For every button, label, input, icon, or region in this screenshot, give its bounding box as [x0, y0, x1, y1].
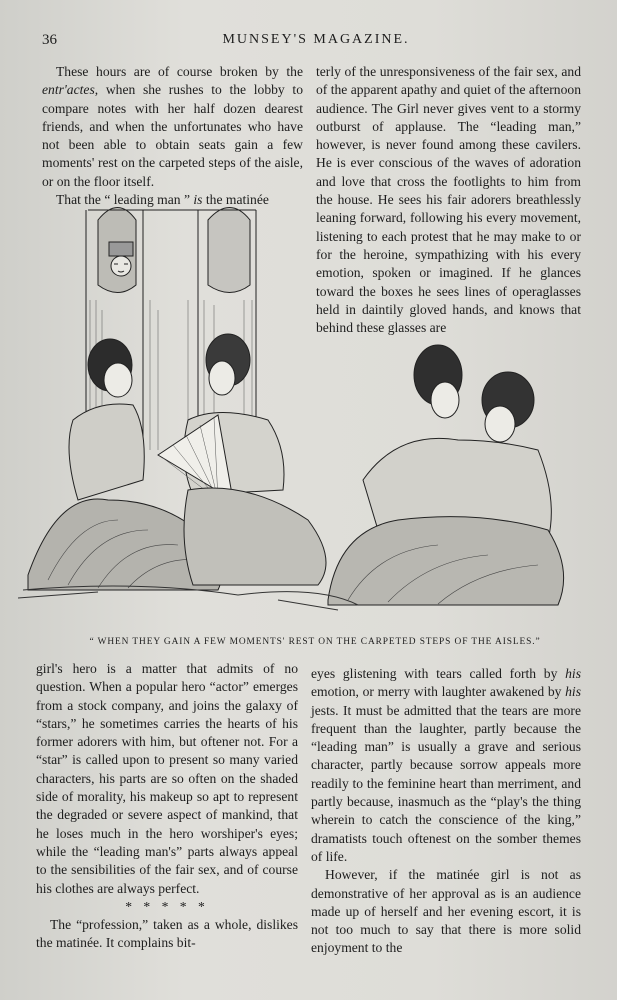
italic-text: entr'actes	[42, 82, 95, 98]
text-span: jests. It must be admitted that the tears are more frequent than the laughter, partly because the “leading man” is usually a grave and serious character, partly because sorrow appeals more readily to the feminine heart than merriment, and partly because, inasmuch as the “play's the thing wherein to catch the conscience of the king,” dramatists touch oftenest on the somber themes of life.	[311, 702, 581, 864]
paragraph: girl's hero is a matter that admits of no question. When a popular hero “actor” emerges from a stock company, and joins the galaxy of “stars,” he sometimes carries the hearts of his former adorers with him, but oftener not. For a “star” is called upon to present so many varied characters, his parts are so often on the shaded side of morality, his makeup so apt to represent the degraded or severe aspect of mankind, that he loses much in the hero worshiper's eyes; while the “leading man's” parts always appeal to the sensibilities of the fair sex, and of course his clothes are always perfect.	[36, 661, 298, 896]
running-title: MUNSEY'S MAGAZINE.	[222, 32, 410, 47]
page-header	[42, 32, 590, 52]
paragraph	[311, 665, 581, 866]
text-span: These hours are of course broken by the	[56, 64, 303, 79]
women-right-pair	[328, 345, 564, 605]
illustration-caption: “ WHEN THEY GAIN A FEW MOMENTS' REST ON THE CARPETED STEPS OF THE AISLES.”	[89, 637, 541, 647]
text-span: That the “ leading man ”	[56, 192, 194, 208]
page-number: 36	[42, 32, 57, 48]
italic-text: his	[565, 666, 581, 681]
paragraph: The “profession,” taken as a whole, dislikes the matinée. It complains bit-	[36, 917, 298, 951]
paragraph	[42, 63, 303, 191]
italic-text: his	[565, 684, 581, 700]
column-top-left	[42, 63, 303, 209]
column-bottom-right	[311, 665, 581, 958]
paragraph: However, if the matinée girl is not as demonstrative of her approval as is an audience made up of herself and her evening escort, it is not too much to say that there is more solid enjoyment to the	[311, 867, 581, 956]
text-span: , when she rushes to the lobby to compare notes with her half dozen dearest friends, and when the unfortunates who have not been able to obtain seats gain a few moments' rest on the carpeted steps of the aisle, or on the floor itself.	[42, 82, 303, 189]
column-bottom-left	[36, 660, 298, 953]
text-span: emotion, or merry with laughter awakened by	[311, 684, 566, 700]
text-span: the matinée	[202, 192, 269, 208]
text-span: eyes glistening with tears called forth by	[311, 666, 566, 681]
paragraph: terly of the unresponsiveness of the fair sex, and of the apparent apathy and quiet of the afternoon audience. The Girl never gives vent to a stormy outburst of applause. The “leading man,” however, is never found among these cavilers. He is ever conscious of the waves of adoration and love that cross the footlights to him from the house. He sees his fair adorers breathlessly leaning forward, following his every movement, listening to each protest that he may make to or for the heroine, sympathizing with his every emotion, spoken or imagined. If he glances toward the boxes he sees lines of operaglasses held in daintily gloved hands, and knows that behind these glasses are	[316, 64, 581, 336]
section-divider: * * * * *	[125, 898, 209, 914]
illustration	[18, 200, 578, 620]
italic-text: is	[193, 192, 203, 208]
